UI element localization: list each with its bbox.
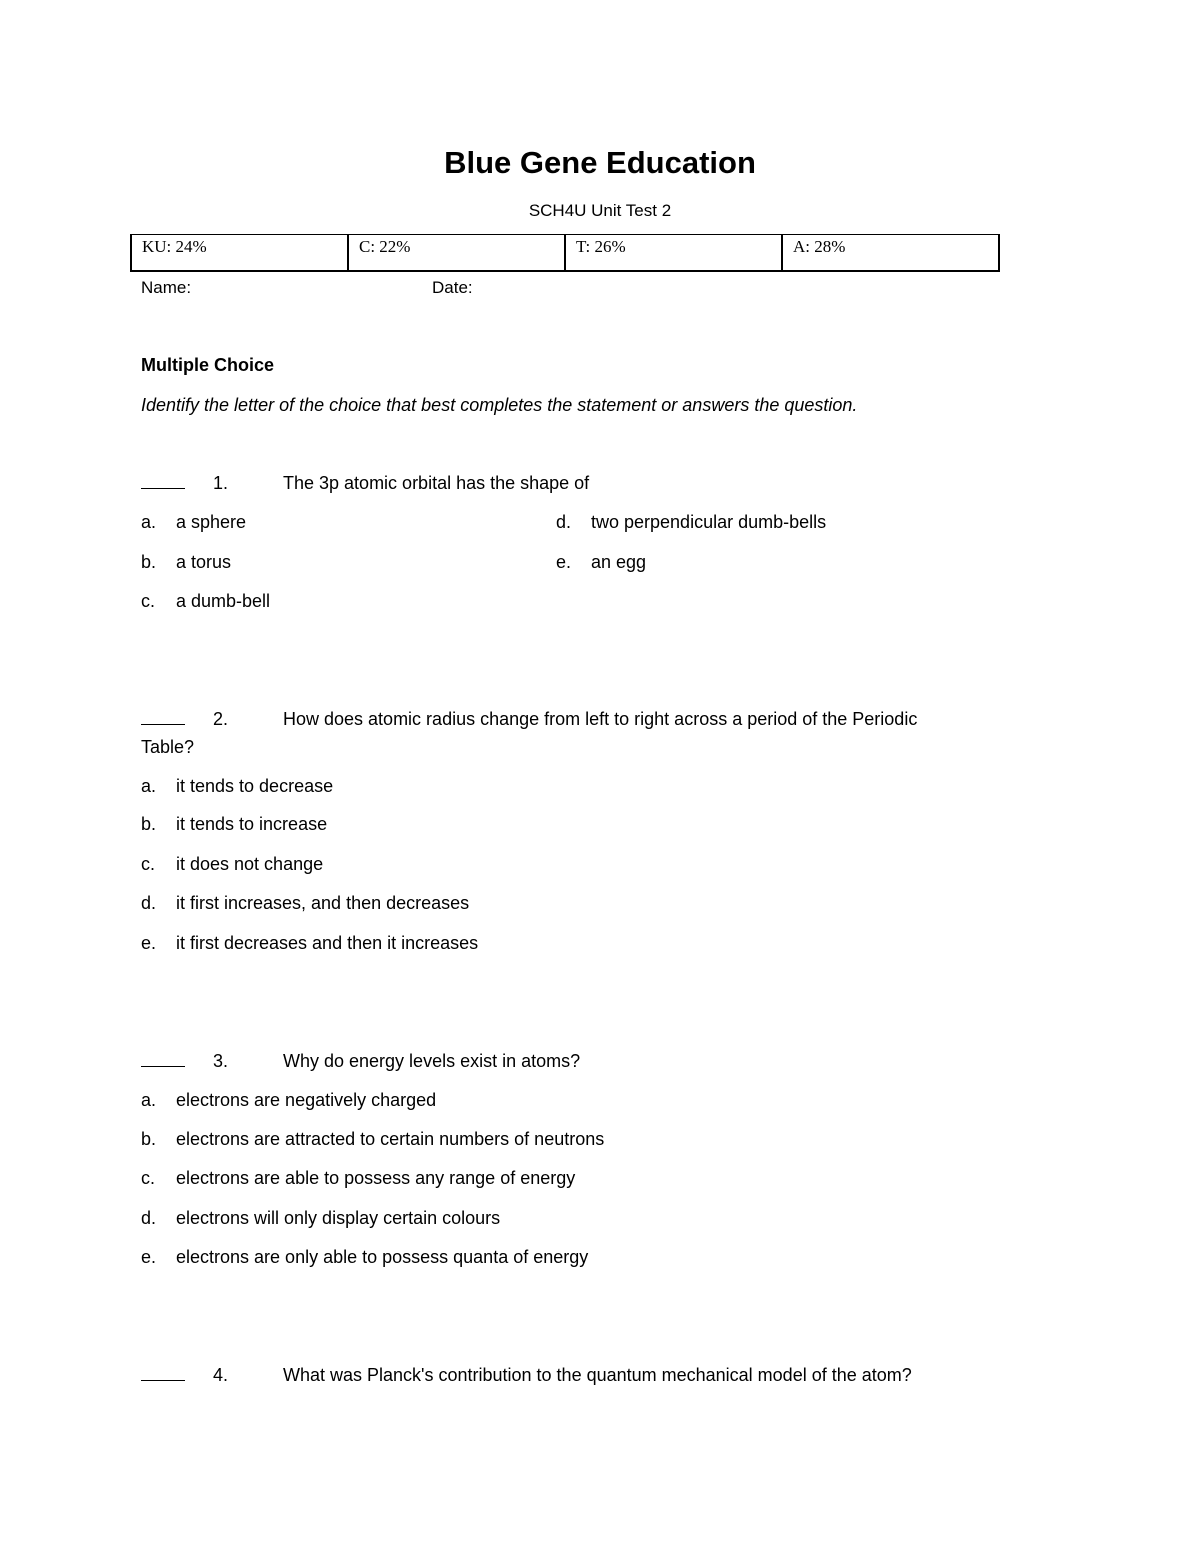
question-number: 4. [213, 1365, 229, 1385]
option-3b: b. electrons are attracted to certain numbers of neutrons [141, 1129, 605, 1149]
option-1a: a. a sphere [141, 512, 247, 532]
answer-blank[interactable] [141, 1362, 185, 1381]
weight-a: A: 28% [782, 235, 999, 272]
option-2c: c. it does not change [141, 854, 324, 874]
page-subtitle: SCH4U Unit Test 2 [528, 201, 672, 220]
weight-ku: KU: 24% [131, 235, 348, 272]
date-label: Date: [432, 278, 473, 297]
option-3a: a. electrons are negatively charged [141, 1090, 437, 1110]
question-text: The 3p atomic orbital has the shape of [283, 473, 590, 493]
question-3 [141, 1047, 1021, 1075]
name-label: Name: [141, 278, 192, 297]
option-1d: d. two perpendicular dumb-bells [556, 512, 827, 532]
page-title: Blue Gene Education [444, 145, 756, 180]
question-2-continuation: Table? [141, 737, 195, 757]
question-4 [141, 1361, 1021, 1389]
question-number: 3. [213, 1051, 229, 1071]
weight-c: C: 22% [348, 235, 565, 272]
option-3d: d. electrons will only display certain colours [141, 1208, 501, 1228]
question-2 [141, 705, 1021, 733]
answer-blank[interactable] [141, 706, 185, 725]
weight-t: T: 26% [565, 235, 782, 272]
option-2d: d. it first increases, and then decreases [141, 893, 470, 913]
option-2a: a. it tends to decrease [141, 776, 334, 796]
answer-blank[interactable] [141, 470, 185, 489]
option-3e: e. electrons are only able to possess quanta of energy [141, 1247, 589, 1267]
category-weights-table [130, 234, 1000, 272]
question-text: How does atomic radius change from left to right across a period of the Periodic [283, 709, 918, 729]
question-text: Why do energy levels exist in atoms? [283, 1051, 581, 1071]
section-instructions: Identify the letter of the choice that best completes the statement or answers the question. [141, 395, 858, 415]
question-1 [141, 469, 1021, 497]
option-1c: c. a dumb-bell [141, 591, 271, 611]
option-1b: b. a torus [141, 552, 232, 572]
question-text: What was Planck's contribution to the quantum mechanical model of the atom? [283, 1365, 912, 1385]
answer-blank[interactable] [141, 1048, 185, 1067]
option-3c: c. electrons are able to possess any range of energy [141, 1168, 576, 1188]
section-heading: Multiple Choice [141, 355, 275, 375]
question-number: 2. [213, 709, 229, 729]
option-1e: e. an egg [556, 552, 647, 572]
option-2b: b. it tends to increase [141, 814, 328, 834]
question-number: 1. [213, 473, 229, 493]
option-2e: e. it first decreases and then it increases [141, 933, 479, 953]
